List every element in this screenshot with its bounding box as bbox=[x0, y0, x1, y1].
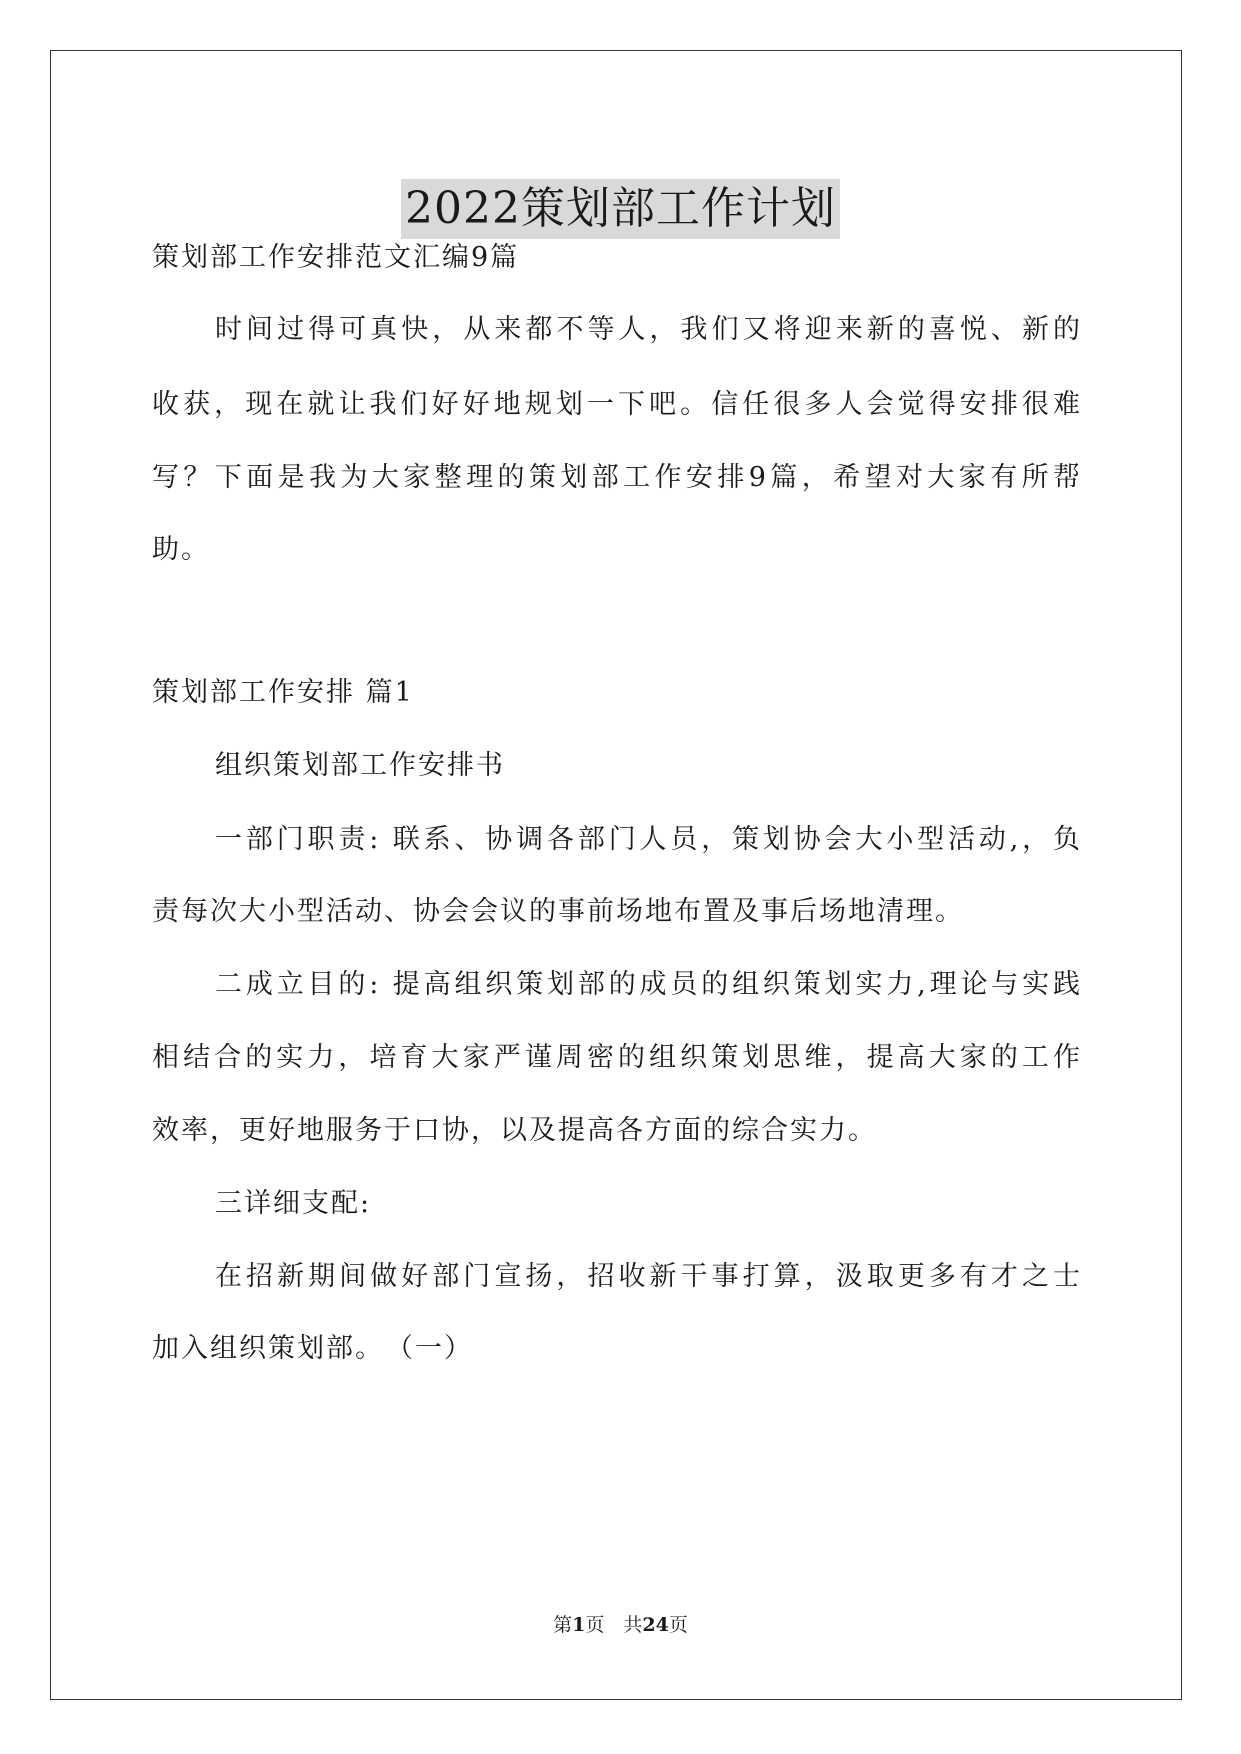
document-title: 2022策划部工作计划 bbox=[401, 179, 840, 239]
section-line: 相结合的实力，培育大家严谨周密的组织策划思维，提高大家的工作 bbox=[152, 1042, 1082, 1073]
section-line: 二成立目的: 提高组织策划部的成员的组织策划实力,理论与实践 bbox=[215, 969, 1082, 1000]
page-border bbox=[50, 50, 1182, 1700]
intro-line: 收获，现在就让我们好好地规划一下吧。信任很多人会觉得安排很难 bbox=[152, 389, 1082, 420]
intro-line: 助。 bbox=[152, 534, 210, 565]
section-line: 加入组织策划部。 （一） bbox=[152, 1333, 473, 1364]
section-line: 组织策划部工作安排书 bbox=[215, 750, 505, 781]
document-subtitle: 策划部工作安排范文汇编9篇 bbox=[152, 242, 520, 273]
footer-page-current: 1 bbox=[572, 1614, 586, 1636]
page-footer bbox=[0, 1612, 1241, 1638]
footer-page-suffix: 页 共 bbox=[585, 1614, 643, 1636]
section-heading: 策划部工作安排 篇1 bbox=[152, 677, 414, 708]
intro-line: 写？下面是我为大家整理的策划部工作安排9篇，希望对大家有所帮 bbox=[152, 462, 1082, 493]
footer-page-prefix: 第 bbox=[553, 1614, 573, 1636]
section-line: 责每次大小型活动、协会会议的事前场地布置及事后场地清理。 bbox=[152, 896, 964, 927]
footer-page-total-suffix: 页 bbox=[668, 1614, 688, 1636]
section-line: 在招新期间做好部门宣扬，招收新干事打算，汲取更多有才之士 bbox=[215, 1261, 1082, 1292]
section-line: 一部门职责: 联系、协调各部门人员，策划协会大小型活动,，负 bbox=[215, 824, 1082, 855]
section-line: 三详细支配: bbox=[215, 1188, 372, 1219]
intro-line: 时间过得可真快，从来都不等人，我们又将迎来新的喜悦、新的 bbox=[215, 314, 1082, 345]
footer-page-total: 24 bbox=[642, 1614, 669, 1636]
section-line: 效率，更好地服务于口协，以及提高各方面的综合实力。 bbox=[152, 1115, 877, 1146]
